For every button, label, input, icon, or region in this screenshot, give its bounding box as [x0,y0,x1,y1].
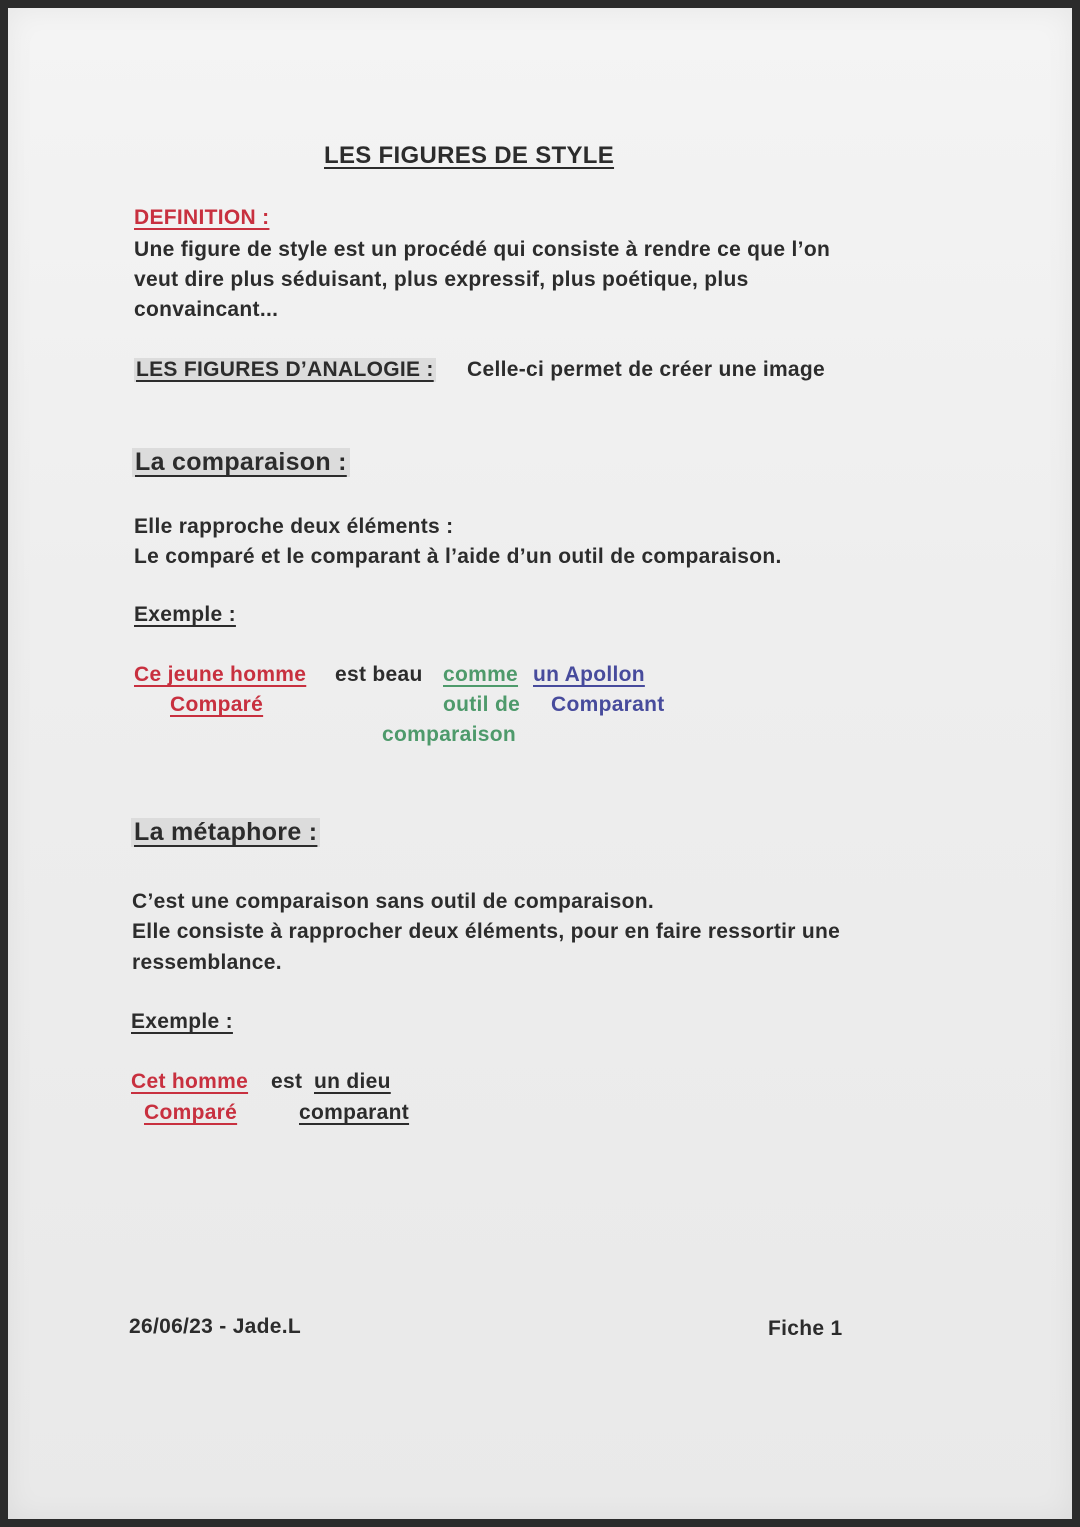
footer-date-author: 26/06/23 - Jade.L [129,1315,302,1338]
comparaison-heading: La comparaison : [132,448,350,477]
metaphore-middle: est [271,1070,303,1093]
example-outil: comme [443,663,519,686]
page-title: LES FIGURES DE STYLE [324,142,615,169]
label-comparant: Comparant [551,693,665,716]
footer-fiche: Fiche 1 [768,1317,843,1340]
label-outil-2: comparaison [382,723,517,746]
definition-line: veut dire plus séduisant, plus expressif, plus poétique, plus [134,268,749,291]
metaphore-compare: Cet homme [131,1070,249,1093]
definition-label: DEFINITION : [134,206,270,229]
metaphore-line: C’est une comparaison sans outil de comparaison. [132,890,655,913]
metaphore-line: Elle consiste à rapprocher deux éléments, pour en faire ressortir une [132,920,841,943]
metaphore-label-compare: Comparé [144,1101,238,1124]
metaphore-line: ressemblance. [132,951,282,974]
metaphore-label-comparant: comparant [299,1101,410,1124]
analogie-text: Celle-ci permet de créer une image [467,358,826,381]
metaphore-heading: La métaphore : [131,818,320,847]
definition-line: Une figure de style est un procédé qui consiste à rendre ce que l’on [134,238,831,261]
metaphore-example-label: Exemple : [131,1010,233,1033]
comparaison-line: Le comparé et le comparant à l’aide d’un outil de comparaison. [134,545,782,568]
metaphore-comparant: un dieu [314,1070,391,1093]
comparaison-example-label: Exemple : [134,603,236,626]
label-compare: Comparé [170,693,264,716]
label-outil-1: outil de [443,693,521,716]
example-compare: Ce jeune homme [134,663,307,686]
comparaison-line: Elle rapproche deux éléments : [134,515,454,538]
analogie-label: LES FIGURES D’ANALOGIE : [136,358,434,381]
definition-line: convaincant... [134,298,279,321]
example-middle: est beau [335,663,423,686]
example-comparant: un Apollon [533,663,645,686]
